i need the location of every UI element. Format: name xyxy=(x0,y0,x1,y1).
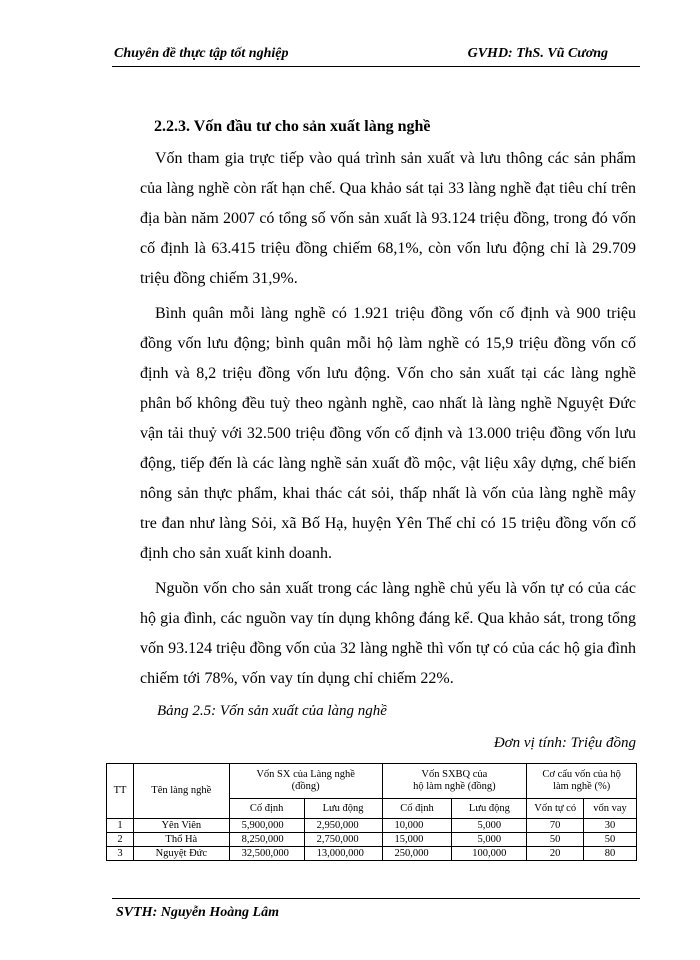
page-footer xyxy=(112,898,640,925)
header-capital-structure: Cơ cấu vốn của hộ làm nghề (%) xyxy=(527,764,637,799)
cell-value: 30 xyxy=(584,819,637,833)
footer-student-name: SVTH: Nguyễn Hoàng Lâm xyxy=(116,905,279,920)
header-document-title: Chuyên đề thực tập tốt nghiệp xyxy=(114,46,289,61)
header-village-name: Tên làng nghề xyxy=(133,764,229,819)
capital-table xyxy=(106,763,637,861)
cell-value: 5,000 xyxy=(452,819,527,833)
subheader-working: Lưu động xyxy=(452,799,527,819)
cell-value: 70 xyxy=(527,819,584,833)
cell-value: 100,000 xyxy=(452,847,527,861)
cell-tt: 1 xyxy=(107,819,134,833)
subheader-working: Lưu động xyxy=(304,799,382,819)
header-household-capital: Vốn SXBQ của hộ làm nghề (đồng) xyxy=(382,764,527,799)
cell-value: 80 xyxy=(584,847,637,861)
section-heading: 2.2.3. Vốn đầu tư cho sản xuất làng nghề xyxy=(154,118,431,135)
subheader-fixed: Cố định xyxy=(382,799,452,819)
paragraph-2: Bình quân mỗi làng nghề có 1.921 triệu đồng vốn cố định và 900 triệu đồng vốn lưu động; bình quân mỗi hộ làm nghề có 15,9 triệu đồng vốn cố định và 8,2 triệu đồng vốn lưu động. Vốn cho sản xuất tại các làng nghề phân bố không đều tuỳ theo ngành nghề, cao nhất là làng nghề Nguyệt Đức vận tải thuỷ với 32.500 triệu đồng vốn cố định và 13.000 triệu đồng vốn lưu động, tiếp đến là các làng nghề sản xuất đồ mộc, vật liệu xây dựng, chế biến nông sản thực phẩm, khai thác cát sỏi, thấp nhất là vốn của làng nghề mây tre đan như làng Sỏi, xã Bố Hạ, huyện Yên Thế chỉ có 15 triệu đồng vốn cố định cho sản xuất kinh doanh. xyxy=(140,305,636,562)
table-row xyxy=(107,819,637,833)
header-village-capital: Vốn SX của Làng nghề (đồng) xyxy=(229,764,382,799)
subheader-loan: vốn vay xyxy=(584,799,637,819)
cell-value: 13,000,000 xyxy=(304,847,382,861)
cell-tt: 2 xyxy=(107,833,134,847)
cell-value: 2,750,000 xyxy=(304,833,382,847)
subheader-own-capital: Vốn tự có xyxy=(527,799,584,819)
page-header xyxy=(112,44,640,67)
header-tt: TT xyxy=(107,764,134,819)
cell-value: 20 xyxy=(527,847,584,861)
table-row xyxy=(107,833,637,847)
cell-value: 2,950,000 xyxy=(304,819,382,833)
cell-value: 5,000 xyxy=(452,833,527,847)
cell-value: 50 xyxy=(527,833,584,847)
cell-value: 8,250,000 xyxy=(229,833,304,847)
paragraph-1: Vốn tham gia trực tiếp vào quá trình sản xuất và lưu thông các sản phẩm của làng nghề còn rất hạn chế. Qua khảo sát tại 33 làng nghề đạt tiêu chí trên địa bàn năm 2007 có tổng số vốn sản xuất là 93.124 triệu đồng, trong đó vốn cố định là 63.415 triệu đồng chiếm 68,1%, còn vốn lưu động chỉ là 29.709 triệu đồng chiếm 31,9%. xyxy=(140,150,636,287)
paragraph-3: Nguồn vốn cho sản xuất trong các làng nghề chủ yếu là vốn tự có của các hộ gia đình, các nguồn vay tín dụng không đáng kể. Qua khảo sát, trong tổng vốn 93.124 triệu đồng vốn của 32 làng nghề thì vốn tự có của các hộ gia đình chiếm tới 78%, vốn vay tín dụng chỉ chiếm 22%. xyxy=(140,580,636,687)
cell-village: Yên Viên xyxy=(133,819,229,833)
table-caption: Bảng 2.5: Vốn sản xuất của làng nghề xyxy=(157,703,387,719)
subheader-fixed: Cố định xyxy=(229,799,304,819)
cell-village: Thổ Hà xyxy=(133,833,229,847)
cell-value: 15,000 xyxy=(382,833,452,847)
header-supervisor: GVHD: ThS. Vũ Cương xyxy=(467,46,608,61)
cell-value: 5,900,000 xyxy=(229,819,304,833)
main-content xyxy=(140,112,636,699)
cell-tt: 3 xyxy=(107,847,134,861)
cell-value: 10,000 xyxy=(382,819,452,833)
table-row xyxy=(107,847,637,861)
cell-value: 250,000 xyxy=(382,847,452,861)
cell-village: Nguyệt Đức xyxy=(133,847,229,861)
table-unit: Đơn vị tính: Triệu đồng xyxy=(493,735,636,751)
cell-value: 32,500,000 xyxy=(229,847,304,861)
cell-value: 50 xyxy=(584,833,637,847)
